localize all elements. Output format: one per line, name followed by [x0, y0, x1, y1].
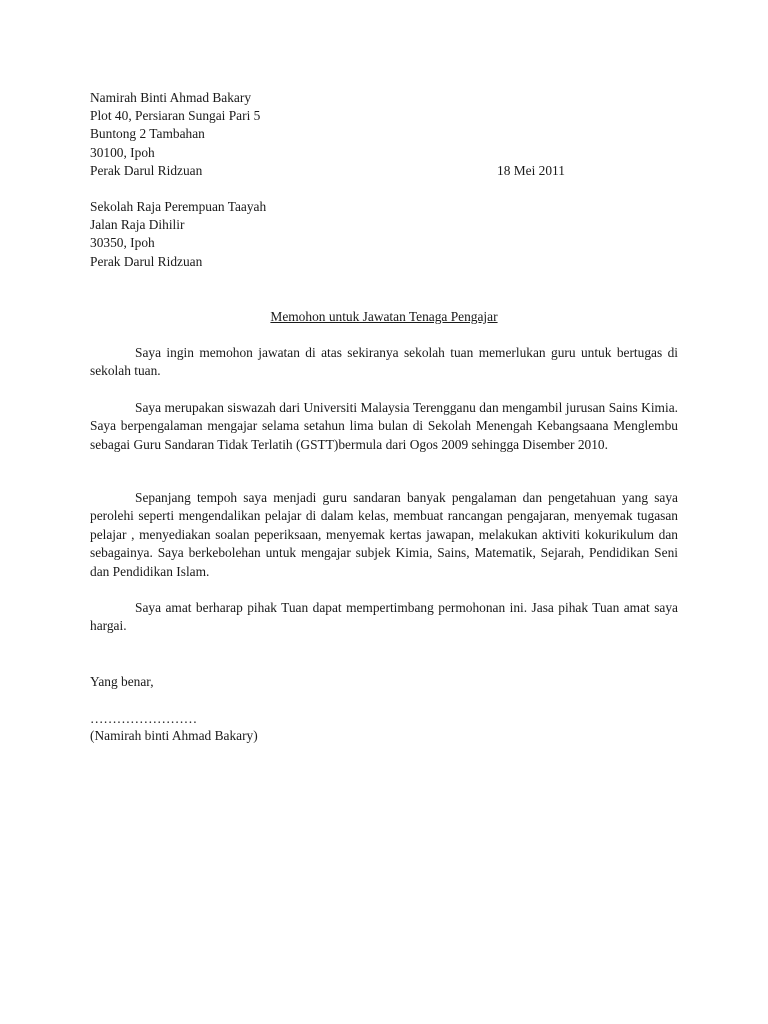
recipient-address-line-1: Jalan Raja Dihilir: [90, 217, 185, 232]
paragraph-2: Saya merupakan siswazah dari Universiti Malaysia Terengganu dan mengambil jurusan Sains Kimia. Saya berpengalaman mengajar selama setahun lima bulan di Sekolah Menengah Kebangsaana Menglembu sebagai Guru Sandaran Tidak Terlatih (GSTT)bermula dari Ogos 2009 sehingga Disember 2010.: [90, 400, 678, 452]
sender-address-line-4: Perak Darul Ridzuan: [90, 163, 203, 178]
letter-subject: [90, 308, 678, 326]
recipient-address-line-3: Perak Darul Ridzuan: [90, 254, 203, 269]
subject-text: Memohon untuk Jawatan Tenaga Pengajar: [270, 309, 498, 324]
signature-name: (Namirah binti Ahmad Bakary): [90, 728, 258, 743]
paragraph-1: Saya ingin memohon jawatan di atas sekiranya sekolah tuan memerlukan guru untuk bertugas di sekolah tuan.: [90, 345, 678, 379]
sender-address-line-2: Buntong 2 Tambahan: [90, 126, 205, 141]
sender-address-line-1: Plot 40, Persiaran Sungai Pari 5: [90, 108, 261, 123]
letter-date: 18 Mei 2011: [497, 163, 565, 178]
recipient-name: Sekolah Raja Perempuan Taayah: [90, 199, 267, 214]
paragraph-4: Saya amat berharap pihak Tuan dapat mempertimbang permohonan ini. Jasa pihak Tuan amat saya hargai.: [90, 600, 678, 634]
sender-address-line-3: 30100, Ipoh: [90, 145, 155, 160]
paragraph-3: Sepanjang tempoh saya menjadi guru sandaran banyak pengalaman dan pengetahuan yang saya perolehi seperti mengendalikan pelajar di dalam kelas, membuat rancangan pengajaran, menyemak tugasan pelajar , menyediakan soalan peperiksaan, menyemak kertas jawapan, melakukan aktiviti kokurikulum dan sebagainya. Saya berkebolehan untuk mengajar subjek Kimia, Sains, Matematik, Sejarah, Pendidikan Seni dan Pendidikan Islam.: [90, 490, 678, 579]
signature-line: ……………………: [90, 711, 198, 726]
sender-name: Namirah Binti Ahmad Bakary: [90, 90, 252, 105]
closing-salutation: Yang benar,: [90, 674, 154, 689]
recipient-address-line-2: 30350, Ipoh: [90, 235, 155, 250]
